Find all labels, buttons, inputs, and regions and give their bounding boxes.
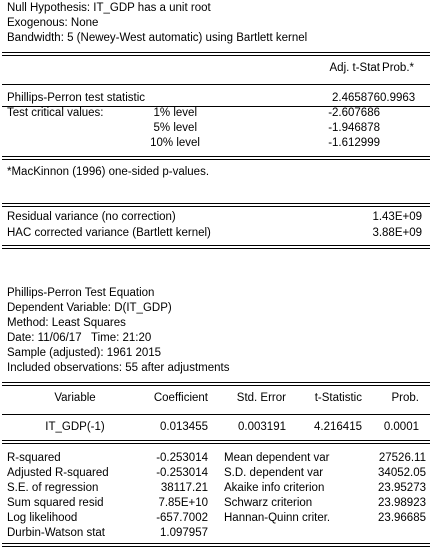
stat-adj-r-squared-label: Adjusted R-squared bbox=[7, 467, 109, 479]
col-adj-tstat: Adj. t-Stat bbox=[329, 62, 380, 74]
stat-sd-dep-label: S.D. dependent var bbox=[224, 467, 324, 479]
coef-header-std-error: Std. Error bbox=[236, 392, 286, 404]
variance-bottom-rule bbox=[2, 245, 430, 249]
stat-akaike-value: 23.95273 bbox=[378, 482, 426, 494]
level-1-label: 1% level bbox=[153, 107, 197, 119]
stat-r-squared-value: -0.253014 bbox=[156, 452, 208, 464]
stat-adj-r-squared-value: -0.253014 bbox=[156, 467, 208, 479]
hac-variance-label: HAC corrected variance (Bartlett kernel) bbox=[7, 227, 211, 239]
level-10-value: -1.612999 bbox=[328, 137, 380, 149]
stat-ssr-label: Sum squared resid bbox=[7, 497, 104, 509]
residual-variance-value: 1.43E+09 bbox=[372, 211, 422, 223]
stat-schwarz-label: Schwarz criterion bbox=[224, 497, 313, 509]
date-line: Date: 11/06/17 Time: 21:20 bbox=[7, 332, 152, 344]
coef-top-rule bbox=[2, 382, 430, 386]
table-bottom-rule bbox=[2, 156, 430, 160]
stat-hannan-quinn-value: 23.96685 bbox=[378, 512, 426, 524]
bandwidth-line: Bandwidth: 5 (Newey-West automatic) using Bartlett kernel bbox=[7, 32, 308, 44]
coef-header-variable: Variable bbox=[54, 392, 96, 404]
level-5-label: 5% level bbox=[153, 122, 197, 134]
stat-mean-dep-label: Mean dependent var bbox=[224, 452, 330, 464]
coef-header-prob: Prob. bbox=[391, 392, 419, 404]
variance-top-rule bbox=[2, 203, 430, 207]
stat-log-likelihood-value: -657.7002 bbox=[156, 512, 208, 524]
residual-variance-label: Residual variance (no correction) bbox=[7, 211, 176, 223]
col-prob: Prob.* bbox=[382, 62, 414, 74]
mackinnon-footnote: *MacKinnon (1996) one-sided p-values. bbox=[7, 166, 210, 178]
stat-akaike-label: Akaike info criterion bbox=[224, 482, 325, 494]
sample-line: Sample (adjusted): 1961 2015 bbox=[7, 347, 162, 359]
coef-header-t-stat: t-Statistic bbox=[314, 392, 362, 404]
coef-coefficient: 0.013455 bbox=[160, 421, 208, 433]
level-10-label: 10% level bbox=[150, 137, 200, 149]
stat-se-regression-label: S.E. of regression bbox=[7, 482, 99, 494]
stat-mean-dep-value: 27526.11 bbox=[378, 452, 426, 464]
table-top-rule bbox=[2, 52, 430, 56]
stat-durbin-watson-label: Durbin-Watson stat bbox=[7, 527, 105, 539]
coef-header-rule bbox=[2, 414, 430, 415]
stat-hannan-quinn-label: Hannan-Quinn criter. bbox=[224, 512, 331, 524]
observations-line: Included observations: 55 after adjustments bbox=[7, 362, 230, 374]
header-rule bbox=[2, 84, 430, 85]
coef-prob: 0.0001 bbox=[383, 421, 419, 433]
coef-t-stat: 4.216415 bbox=[314, 421, 362, 433]
stat-log-likelihood-label: Log likelihood bbox=[7, 512, 78, 524]
stats-bottom-rule bbox=[2, 543, 430, 547]
exogenous-line: Exogenous: None bbox=[7, 17, 99, 29]
hac-variance-value: 3.88E+09 bbox=[372, 227, 422, 239]
dependent-variable: Dependent Variable: D(IT_GDP) bbox=[7, 302, 172, 314]
stat-durbin-watson-value: 1.097957 bbox=[160, 527, 208, 539]
stat-se-regression-value: 38117.21 bbox=[160, 482, 208, 494]
level-5-value: -1.946878 bbox=[328, 122, 380, 134]
coef-variable: IT_GDP(-1) bbox=[45, 421, 105, 433]
stats-top-rule bbox=[2, 440, 430, 444]
stat-sd-dep-value: 34052.05 bbox=[378, 467, 426, 479]
null-hypothesis: Null Hypothesis: IT_GDP has a unit root bbox=[7, 2, 211, 14]
pp-prob-value: 0.9963 bbox=[380, 92, 416, 104]
stat-r-squared-label: R-squared bbox=[7, 452, 61, 464]
pp-stat-label: Phillips-Perron test statistic bbox=[7, 92, 146, 104]
coef-header-coefficient: Coefficient bbox=[153, 392, 208, 404]
stat-schwarz-value: 23.98923 bbox=[378, 497, 426, 509]
method-line: Method: Least Squares bbox=[7, 317, 126, 329]
level-1-value: -2.607686 bbox=[328, 107, 380, 119]
critical-label: Test critical values: bbox=[7, 107, 104, 119]
pp-stat-value: 2.465876 bbox=[332, 92, 380, 104]
equation-title: Phillips-Perron Test Equation bbox=[7, 287, 155, 299]
stat-ssr-value: 7.85E+10 bbox=[158, 497, 208, 509]
coef-std-error: 0.003191 bbox=[238, 421, 286, 433]
